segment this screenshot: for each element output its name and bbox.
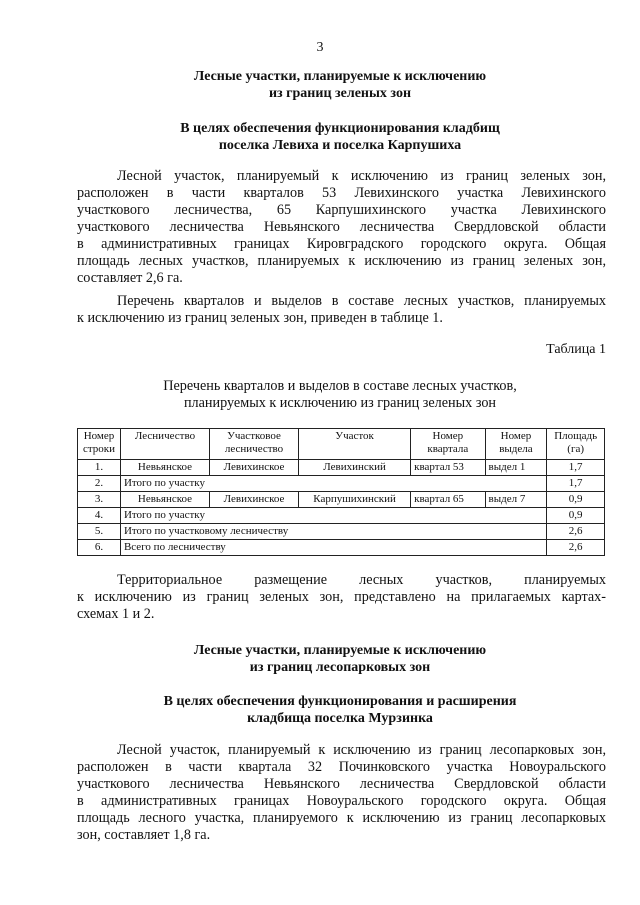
plots-table xyxy=(77,428,605,556)
section2-paragraph: Лесной участок, планируемый к исключению из границ лесопарковых зон, расположен в части квартала 32 Починковского участка Новоуральского участкового лесничества Невьянского лесничества Свердловской области в административных границах Новоуральского городского округа. Общая площадь лесного участка, планируемого к исключению из границ лесопарковых зон, составляет 1,8 га. xyxy=(77,742,606,843)
section2-heading: Лесные участки, планируемые к исключению из границ лесопарковых зон xyxy=(193,643,487,675)
header-quarter: Номер квартала xyxy=(411,429,485,460)
table-header-row xyxy=(78,429,605,460)
section1-subheading: В целях обеспечения функционирования кладбищ поселка Левиха и поселка Карпушиха xyxy=(180,121,500,153)
table-row: 4. Итого по участку 0,9 xyxy=(78,508,605,524)
table-row: 3. Невьянское Левихинское Карпушихинский квартал 65 выдел 7 0,9 xyxy=(78,492,605,508)
table-row: 5. Итого по участковому лесничеству 2,6 xyxy=(78,524,605,540)
table-label: Таблица 1 xyxy=(546,342,606,357)
header-forestry: Лесничество xyxy=(120,429,209,460)
header-area: Площадь (га) xyxy=(547,429,605,460)
page-number: 3 xyxy=(316,40,324,55)
map-reference-paragraph: Территориальное размещение лесных участков, планируемых к исключению из границ зеленых зон, представлено на прилагаемых картах- схемах 1 и 2. xyxy=(77,572,606,622)
section2-subheading: В целях обеспечения функционирования и расширения кладбища поселка Мурзинка xyxy=(163,694,517,726)
table-row: 1. Невьянское Левихинское Левихинский квартал 53 выдел 1 1,7 xyxy=(78,460,605,476)
section1-heading: Лесные участки, планируемые к исключению из границ зеленых зон xyxy=(193,69,487,101)
header-row-number: Номер строки xyxy=(78,429,121,460)
section1-paragraph-1: Лесной участок, планируемый к исключению из границ зеленых зон, расположен в части кварталов 53 Левихинского участка Левихинского участкового лесничества, 65 Карпушихинского участка Левихинского участкового лесничества Невьянского лесничества Свердловской области в административных границах Кировградского городского округа. Общая площадь лесных участков, планируемых к исключению из границ зеленых зон, составляет 2,6 га. xyxy=(77,168,606,286)
table-row: 6. Всего по лесничеству 2,6 xyxy=(78,540,605,556)
table-row: 2. Итого по участку 1,7 xyxy=(78,476,605,492)
header-vydel: Номер выдела xyxy=(485,429,547,460)
header-district-forestry: Участковое лесничество xyxy=(210,429,299,460)
header-plot: Участок xyxy=(299,429,411,460)
section1-paragraph-2: Перечень кварталов и выделов в составе лесных участков, планируемых к исключению из границ зеленых зон, приведен в таблице 1. xyxy=(77,293,606,326)
table-caption: Перечень кварталов и выделов в составе лесных участков, планируемых к исключению из границ зеленых зон xyxy=(163,378,517,411)
